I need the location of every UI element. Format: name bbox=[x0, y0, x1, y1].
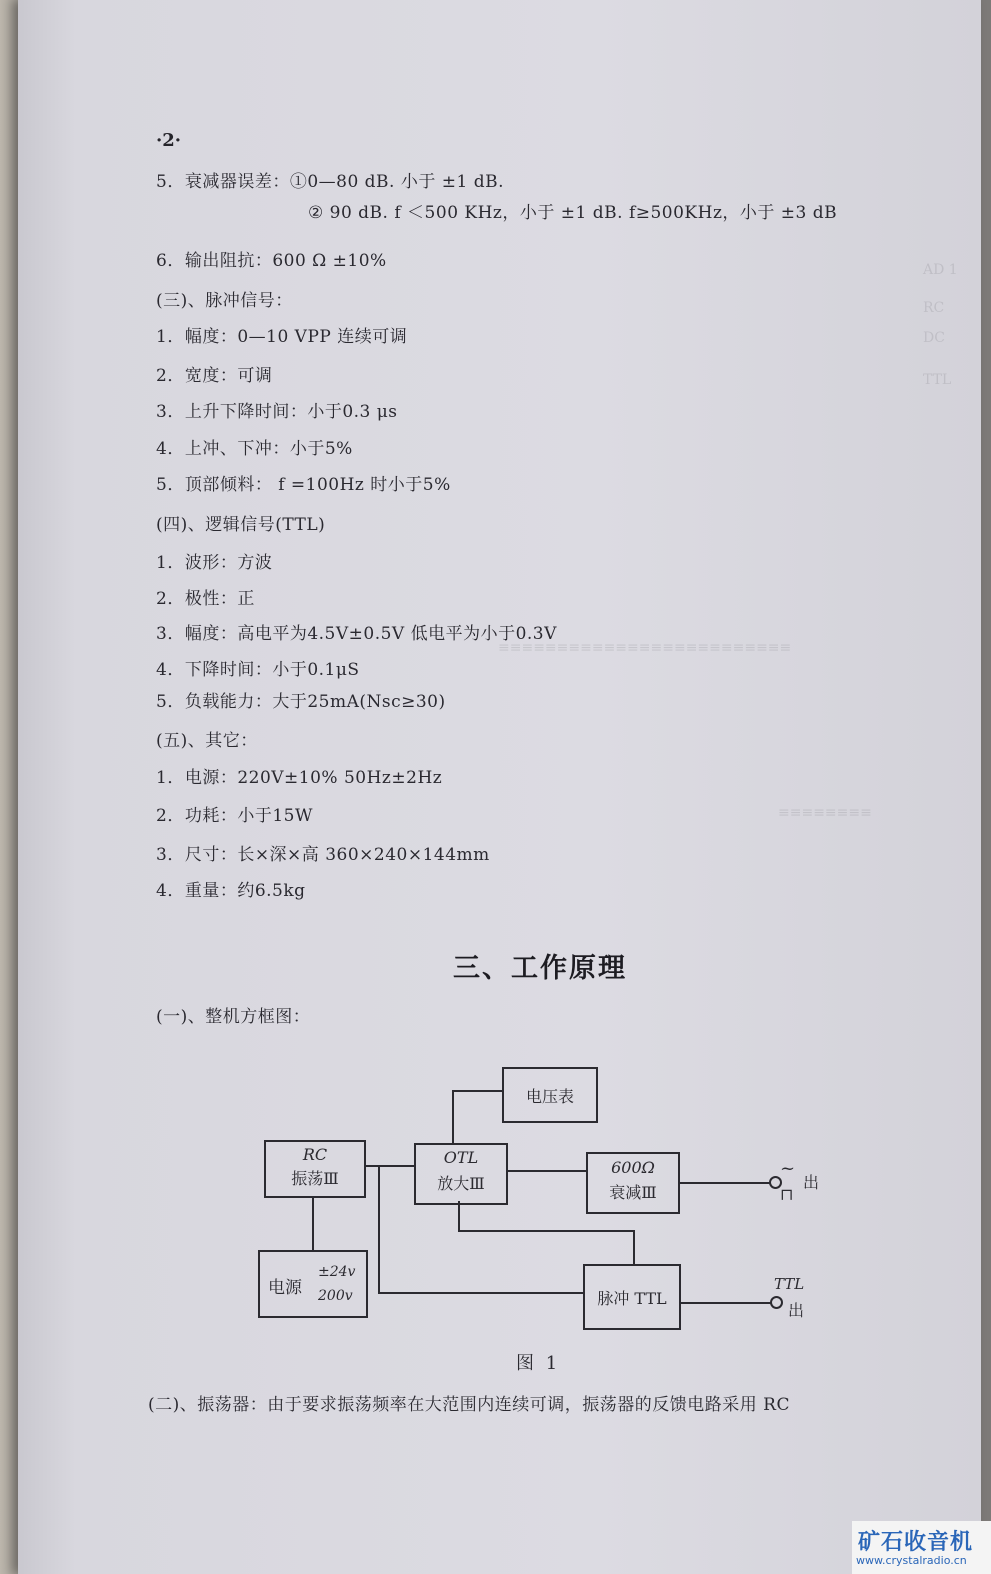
spec-line: 1．波形：方波 bbox=[156, 553, 273, 573]
spec-line: 3．幅度：高电平为4.5V±0.5V 低电平为小于0.3V bbox=[156, 624, 557, 644]
otl-amplifier-block: OTL 放大Ⅲ bbox=[414, 1143, 508, 1205]
spec-line: 4．重量：约6.5kg bbox=[156, 881, 306, 901]
wire bbox=[452, 1090, 454, 1143]
section-title: 三、工作原理 bbox=[453, 953, 627, 984]
spec-line: 2．功耗：小于15W bbox=[156, 806, 313, 826]
wire bbox=[378, 1166, 380, 1292]
spec-line: 3．上升下降时间：小于0.3 μs bbox=[156, 402, 398, 422]
attenuator-block: 600Ω 衰减Ⅲ bbox=[586, 1152, 680, 1214]
wire bbox=[452, 1090, 502, 1092]
wire bbox=[364, 1165, 414, 1167]
section-heading: (五)、其它： bbox=[156, 731, 258, 751]
wire bbox=[378, 1292, 583, 1294]
spec-line: 5．顶部倾料： f =100Hz 时小于5% bbox=[156, 475, 451, 495]
rc-oscillator-block: RC 振荡Ⅲ bbox=[264, 1140, 366, 1198]
document-page: AD 1 RC DC TTL ≡≡≡≡≡≡≡≡≡≡≡≡≡≡≡≡≡≡≡≡≡≡≡≡≡ ≡≡≡≡≡≡≡≡ ·2· 5．衰减器误差：①0—80 dB. 小于 ±1 dB. ② 90 dB. f ＜500 KHz，小于 ±1 dB. f≥500KHz，小于 ±3 dB 6．输出阻抗：600 Ω ±10% (三)、脉冲信号： 1．幅度：0—10 VPP 连续可调 2．宽度：可调 3．上升下降时间：小于0.3 μs 4．上冲、下冲：小于5% 5．顶部倾料： f =100Hz 时小于5% (四)、逻辑信号(TTL) 1．波形：方波 2．极性：正 3．幅度：高电平为4.5V±0.5V 低电平为小于0.3V 4．下降时间：小于0.1μS 5．负载能力：大于25mA(Nsc≥30) (五)、其它： 1．电源：220V±10% 50Hz±2Hz 2．功耗：小于15W 3．尺寸：长×深×高 360×240×144mm 4．重量：约6.5kg 三、工作原理 (一)、整机方框图： 电压表 RC 振荡Ⅲ OTL 放大Ⅲ 600Ω 衰减Ⅲ 电源 ±24v 200v 脉冲 TTL ~ ⊓ 出 TTL 出 图 1 (二)、振荡器：由于要求振荡频率在大范围内连续可调，振荡器的反馈电路采用 RC bbox=[18, 0, 981, 1574]
wire bbox=[312, 1196, 314, 1250]
wire bbox=[633, 1230, 635, 1264]
watermark-title: 矿石收音机 bbox=[858, 1530, 974, 1555]
watermark-url: www.crystalradio.cn bbox=[856, 1554, 967, 1567]
spec-line: 5．衰减器误差：①0—80 dB. 小于 ±1 dB. bbox=[156, 172, 504, 192]
paragraph: (二)、振荡器：由于要求振荡频率在大范围内连续可调，振荡器的反馈电路采用 RC bbox=[148, 1395, 790, 1415]
section-heading: (三)、脉冲信号： bbox=[156, 291, 293, 311]
spec-line: 3．尺寸：长×深×高 360×240×144mm bbox=[156, 845, 490, 865]
page-spine bbox=[0, 0, 18, 1574]
spec-line: 4．下降时间：小于0.1μS bbox=[156, 660, 360, 680]
figure-caption: 图 1 bbox=[516, 1353, 561, 1374]
spec-line: 2．宽度：可调 bbox=[156, 366, 273, 386]
wire bbox=[458, 1230, 634, 1232]
spec-line: ② 90 dB. f ＜500 KHz，小于 ±1 dB. f≥500KHz，小于 ±3 dB bbox=[308, 203, 838, 223]
section-heading: (四)、逻辑信号(TTL) bbox=[156, 515, 326, 535]
power-supply-block: 电源 ±24v 200v bbox=[258, 1250, 368, 1318]
spec-line: 5．负载能力：大于25mA(Nsc≥30) bbox=[156, 692, 446, 712]
spec-line: 4．上冲、下冲：小于5% bbox=[156, 439, 353, 459]
spec-line: 1．幅度：0—10 VPP 连续可调 bbox=[156, 327, 408, 347]
output-terminal bbox=[770, 1296, 783, 1309]
page-number: ·2· bbox=[156, 130, 182, 151]
wire bbox=[506, 1170, 586, 1172]
subsection-heading: (一)、整机方框图： bbox=[156, 1007, 311, 1027]
wire bbox=[679, 1302, 771, 1304]
wire bbox=[678, 1182, 770, 1184]
voltmeter-block: 电压表 bbox=[502, 1067, 598, 1123]
wire bbox=[458, 1201, 460, 1231]
pulse-ttl-block: 脉冲 TTL bbox=[583, 1264, 681, 1330]
spec-line: 1．电源：220V±10% 50Hz±2Hz bbox=[156, 768, 443, 788]
site-watermark bbox=[852, 1521, 991, 1574]
spec-line: 6．输出阻抗：600 Ω ±10% bbox=[156, 251, 387, 271]
spec-line: 2．极性：正 bbox=[156, 589, 255, 609]
